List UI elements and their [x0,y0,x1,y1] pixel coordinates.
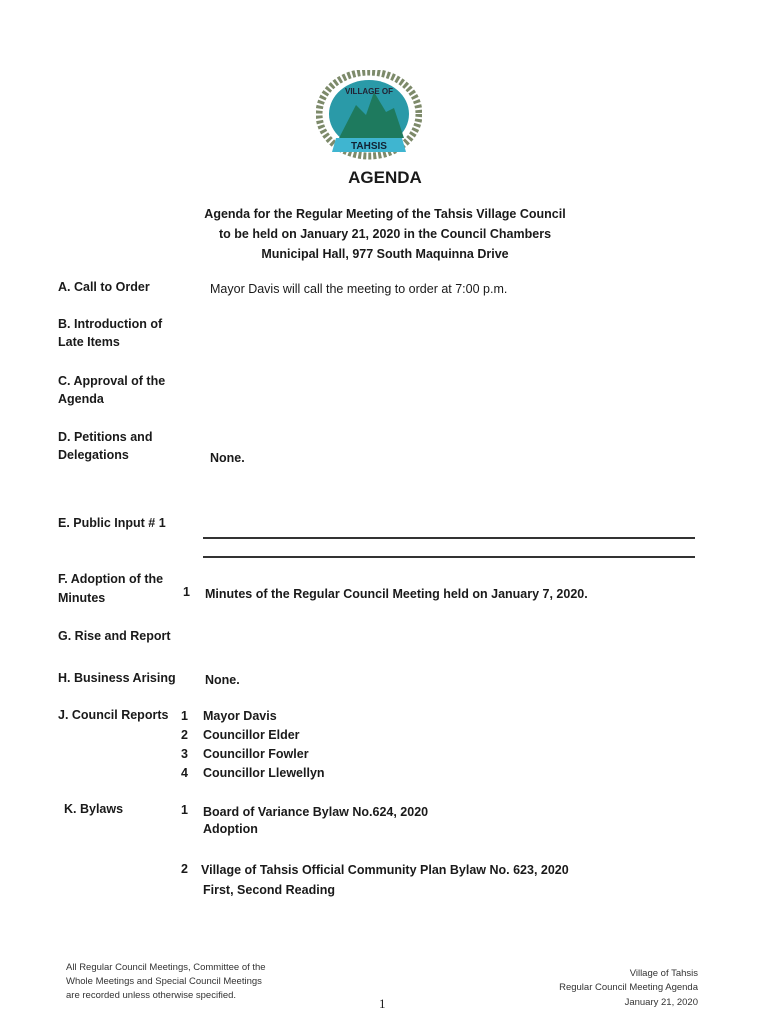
subtitle-line-1: Agenda for the Regular Meeting of the Tahsis Village Council [204,207,566,221]
public-input-line-2 [203,556,695,558]
footer-note-3: are recorded unless otherwise specified. [66,990,237,1001]
council-report-item: Councillor Elder [203,728,300,742]
bylaw-num: 2 [181,862,188,876]
section-f-item-text: Minutes of the Regular Council Meeting held on January 7, 2020. [205,587,588,601]
subtitle-line-3: Municipal Hall, 977 South Maquinna Drive [261,247,509,261]
public-input-line-1 [203,537,695,539]
section-d-label-2: Delegations [58,448,129,462]
svg-text:TAHSIS: TAHSIS [351,141,387,152]
council-report-num: 2 [181,728,188,742]
subtitle-line-2: to be held on January 21, 2020 in the Council Chambers [218,227,552,241]
footer-note-1: All Regular Council Meetings, Committee of the [66,962,266,973]
village-logo [316,70,422,162]
section-c-label-2: Agenda [58,392,104,406]
section-h-label: H. Business Arising [58,671,176,685]
svg-text:VILLAGE OF: VILLAGE OF [345,87,393,96]
section-f-label-2: Minutes [58,591,106,605]
section-c-label-1: C. Approval of the [58,374,166,388]
agenda-title: AGENDA [348,168,422,187]
council-report-item: Councillor Llewellyn [203,766,325,780]
footer-note-2: Whole Meetings and Special Council Meetings [66,976,262,987]
section-f-item-num: 1 [183,585,190,599]
footer-right-2: Regular Council Meeting Agenda [559,982,698,993]
footer-right-3: January 21, 2020 [624,997,698,1008]
section-g-label: G. Rise and Report [58,629,171,643]
council-report-num: 3 [181,747,188,761]
bylaw-item: Village of Tahsis Official Community Plan Bylaw No. 623, 2020 [201,863,569,877]
council-report-item: Mayor Davis [203,709,277,723]
section-d-text: None. [210,451,245,465]
section-a-text: Mayor Davis will call the meeting to order at 7:00 p.m. [210,282,508,296]
bylaw-item-sub: First, Second Reading [203,883,335,897]
section-b-label-2: Late Items [58,335,120,349]
bylaw-item-sub: Adoption [203,822,258,836]
council-report-item: Councillor Fowler [203,747,309,761]
section-d-label-1: D. Petitions and [58,430,153,444]
section-a-label: A. Call to Order [58,280,150,294]
section-e-label: E. Public Input # 1 [58,516,166,530]
footer-right-1: Village of Tahsis [629,968,698,979]
section-k-label: K. Bylaws [64,802,124,816]
bylaw-num: 1 [181,803,188,817]
section-b-label-1: B. Introduction of [58,317,163,331]
section-f-label-1: F. Adoption of the [58,572,164,586]
bylaw-item: Board of Variance Bylaw No.624, 2020 [203,805,429,819]
page-number: 1 [379,996,386,1011]
council-report-num: 1 [181,709,188,723]
section-j-label: J. Council Reports [58,708,169,722]
section-h-text: None. [205,673,240,687]
council-report-num: 4 [181,766,188,780]
